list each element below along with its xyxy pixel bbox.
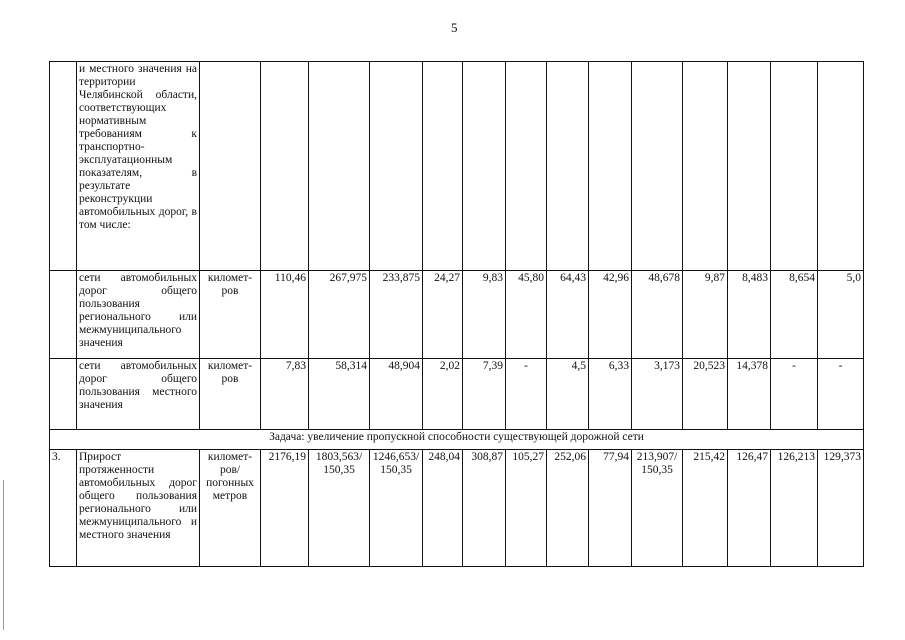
value-cell: 105,27 xyxy=(506,450,547,567)
scan-edge-line xyxy=(3,480,4,630)
value-cell: 42,96 xyxy=(589,271,632,359)
value-cell: 8,654 xyxy=(771,271,818,359)
value-cell: 64,43 xyxy=(547,271,589,359)
value-cell xyxy=(547,62,589,271)
value-cell: 126,213 xyxy=(771,450,818,567)
value-cell: - xyxy=(506,359,547,430)
indicator-name-cell: сети автомобильных дорог общего пользования регионального или межмуниципального значения xyxy=(77,271,200,359)
unit-cell xyxy=(200,62,261,271)
unit-cell: километ-ров xyxy=(200,271,261,359)
value-cell: 24,27 xyxy=(423,271,463,359)
page-number: 5 xyxy=(451,20,458,35)
value-cell: 233,875 xyxy=(370,271,423,359)
value-cell: 6,33 xyxy=(589,359,632,430)
value-cell xyxy=(506,62,547,271)
unit-cell: километ-ров xyxy=(200,359,261,430)
value-cell xyxy=(728,62,771,271)
value-cell: 4,5 xyxy=(547,359,589,430)
value-cell: 1803,563/ 150,35 xyxy=(309,450,370,567)
row-number-cell xyxy=(50,271,77,359)
indicator-name-cell: Прирост протяженности автомобильных дорог общего пользования регионального или межмуниципального и местного значения xyxy=(77,450,200,567)
value-cell: 7,83 xyxy=(261,359,309,430)
value-cell: 2176,19 xyxy=(261,450,309,567)
indicator-table xyxy=(49,61,864,567)
table-row-intro xyxy=(50,62,864,271)
value-cell: 7,39 xyxy=(463,359,506,430)
value-cell: - xyxy=(818,359,864,430)
value-cell xyxy=(463,62,506,271)
value-cell: 77,94 xyxy=(589,450,632,567)
value-cell xyxy=(632,62,683,271)
value-cell xyxy=(589,62,632,271)
value-cell xyxy=(309,62,370,271)
indicator-name-cell: сети автомобильных дорог общего пользования местного значения xyxy=(77,359,200,430)
value-cell: 2,02 xyxy=(423,359,463,430)
value-cell: 9,87 xyxy=(683,271,728,359)
row-number-cell: 3. xyxy=(50,450,77,567)
unit-cell: километ-ров/ погонных метров xyxy=(200,450,261,567)
value-cell: 126,47 xyxy=(728,450,771,567)
value-cell: 48,678 xyxy=(632,271,683,359)
value-cell: 215,42 xyxy=(683,450,728,567)
value-cell: 48,904 xyxy=(370,359,423,430)
value-cell xyxy=(423,62,463,271)
value-cell xyxy=(818,62,864,271)
value-cell xyxy=(771,62,818,271)
table-row-local xyxy=(50,359,864,430)
value-cell: 58,314 xyxy=(309,359,370,430)
value-cell: 252,06 xyxy=(547,450,589,567)
value-cell: 213,907/ 150,35 xyxy=(632,450,683,567)
row-number-cell xyxy=(50,62,77,271)
value-cell: 9,83 xyxy=(463,271,506,359)
value-cell: 308,87 xyxy=(463,450,506,567)
table-row-regional xyxy=(50,271,864,359)
value-cell: 8,483 xyxy=(728,271,771,359)
task-row xyxy=(50,430,864,450)
value-cell: 1246,653/ 150,35 xyxy=(370,450,423,567)
value-cell: 129,373 xyxy=(818,450,864,567)
value-cell: 5,0 xyxy=(818,271,864,359)
table-row-3 xyxy=(50,450,864,567)
task-heading: Задача: увеличение пропускной способности существующей дорожной сети xyxy=(50,430,864,450)
value-cell: - xyxy=(771,359,818,430)
value-cell: 14,378 xyxy=(728,359,771,430)
value-cell: 45,80 xyxy=(506,271,547,359)
value-cell: 267,975 xyxy=(309,271,370,359)
value-cell xyxy=(370,62,423,271)
value-cell: 3,173 xyxy=(632,359,683,430)
value-cell xyxy=(261,62,309,271)
value-cell: 248,04 xyxy=(423,450,463,567)
indicator-name-cell: и местного значения на территории Челябинской области, соответствующих нормативным требованиям к транспортно-эксплуатационным показателям, в результате реконструкции автомобильных дорог, в том числе: xyxy=(77,62,200,271)
value-cell: 110,46 xyxy=(261,271,309,359)
value-cell: 20,523 xyxy=(683,359,728,430)
value-cell xyxy=(683,62,728,271)
row-number-cell xyxy=(50,359,77,430)
